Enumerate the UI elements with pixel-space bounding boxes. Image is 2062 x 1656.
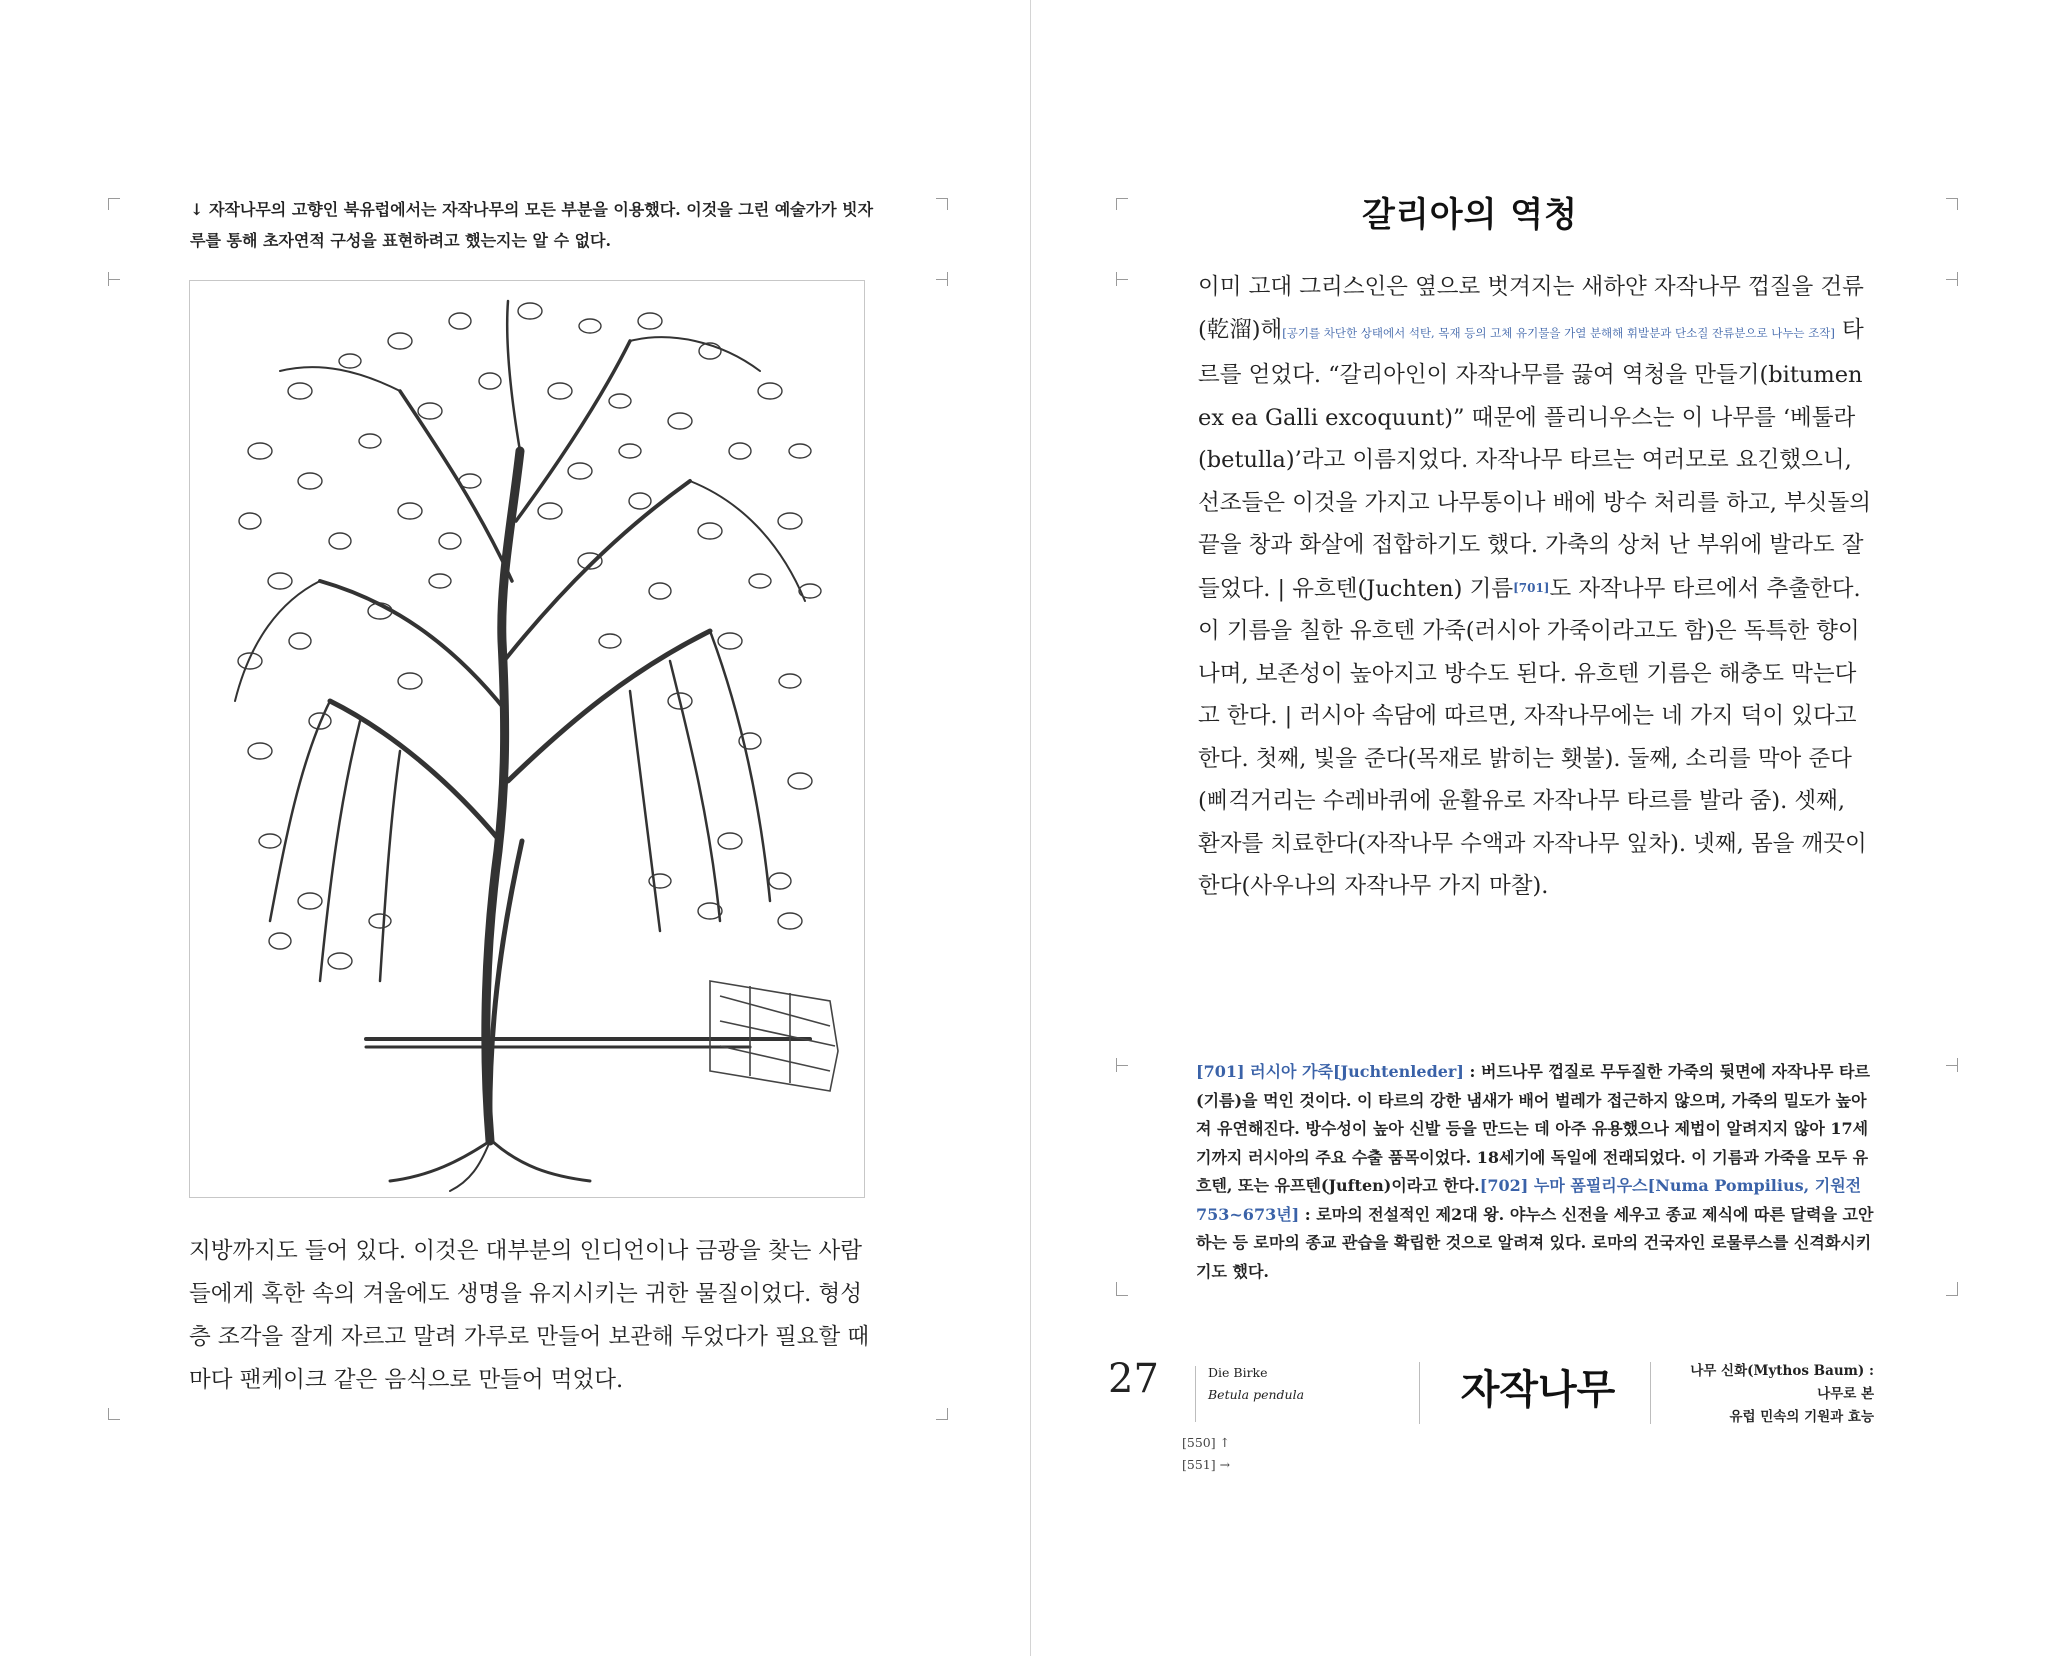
footnote-702-body: : 로마의 전설적인 제2대 왕. 야누스 신전을 세우고 종교 제식에 따른 달력을 고안하는 등 로마의 종교 관습을 확립한 것으로 알려져 있다. 로마의 건국자인 로물루스를 신격화시키기도 했다. [1196, 1204, 1874, 1281]
crossref-link-551[interactable]: [551] → [1182, 1457, 1231, 1472]
footer-divider [1195, 1366, 1196, 1422]
footer-divider [1650, 1362, 1651, 1424]
figure-caption: ↓ 자작나무의 고향인 북유럽에서는 자작나무의 모든 부분을 이용했다. 이것을 그린 예술가가 빗자루를 통해 초자연적 구성을 표현하려고 했는지는 알 수 없다. [190, 200, 874, 250]
latin-name: Betula pendula [1208, 1387, 1305, 1402]
crop-mark [936, 279, 948, 280]
series-line: 나무로 본 [1817, 1386, 1874, 1402]
body-paragraph-part: 이미 고대 그리스인은 옆으로 벗겨지는 새하얀 자작나무 껍질을 건류(乾溜)해 [1198, 274, 1864, 343]
crop-mark [1946, 198, 1958, 199]
body-paragraph-part: 타르를 얻었다. “갈리아인이 자작나무를 끓여 역청을 만들기(bitumen ex ea Galli excoquunt)” 때문에 플리니우스는 이 나무를 ‘베툴라(betulla)’라고 이름지었다. 자작나무 타르는 여러모로 요긴했으니, 선조들은 이것을 가지고 나무통이나 배에 방수 처리를 하고, 부싯돌의 끝을 창과 화살에 접합하기도 했다. 가축의 상처 난 부위에 발라도 잘 들었다. | 유흐텐(Juchten) 기름 [1198, 316, 1871, 602]
crop-mark [108, 198, 109, 210]
crossref-link-550[interactable]: [550] ↑ [1182, 1435, 1231, 1450]
footnote-ref-701[interactable]: [701] [1513, 580, 1550, 595]
book-series-title [1660, 1360, 1874, 1429]
crop-mark [1116, 1065, 1128, 1066]
crop-mark [108, 198, 120, 199]
crop-mark [1946, 1295, 1958, 1296]
footnote-702-head: [702] 누마 폼필리우스[Numa Pompilius, 기원전 753~673년] [1196, 1176, 1862, 1224]
birch-tree-engraving [190, 281, 866, 1199]
crop-mark [108, 1419, 120, 1420]
body-paragraph-part: 도 자작나무 타르에서 추출한다. 이 기름을 칠한 유흐텐 가죽(러시아 가죽이라고도 함)은 독특한 향이 나며, 보존성이 높아지고 방수도 된다. 유흐텐 기름은 해충도 막는다고 한다. | 러시아 속담에 따르면, 자작나무에는 네 가지 덕이 있다고 한다. 첫째, 빛을 준다(목재로 밝히는 횃불). 둘째, 소리를 막아 준다(삐걱거리는 수레바퀴에 윤활유로 자작나무 타르를 발라 줌). 셋째, 환자를 치료한다(자작나무 수액과 자작나무 잎차). 넷째, 몸을 깨끗이 한다(사우나의 자작나무 가지 마찰). [1198, 575, 1867, 899]
series-line: 나무 신화(Mythos Baum) : [1690, 1363, 1874, 1379]
section-title: 갈리아의 역청 [1362, 195, 1578, 235]
cross-references [1182, 1432, 1230, 1476]
crop-mark [1116, 198, 1128, 199]
main-body-text [1198, 266, 1873, 908]
left-page [0, 0, 1030, 1656]
crop-mark [1116, 279, 1128, 280]
crop-mark [1957, 1282, 1958, 1296]
scientific-name [1208, 1362, 1304, 1406]
german-name: Die Birke [1208, 1365, 1268, 1380]
crop-mark [936, 198, 948, 199]
footnote-701-head: [701] 러시아 가죽[Juchtenleder] [1196, 1062, 1464, 1081]
footer-divider [1419, 1362, 1420, 1424]
footnotes [1196, 1058, 1876, 1286]
left-body-text: 지방까지도 들어 있다. 이것은 대부분의 인디언이나 금광을 찾는 사람들에게 혹한 속의 겨울에도 생명을 유지시키는 귀한 물질이었다. 형성층 조각을 잘게 자르고 말려 가루로 만들어 보관해 두었다가 필요할 때마다 팬케이크 같은 음식으로 만들어 먹었다. [189, 1238, 870, 1393]
crop-mark [936, 1419, 948, 1420]
crop-mark [1946, 279, 1958, 280]
crop-mark [108, 279, 120, 280]
chapter-number: 27 [1108, 1356, 1159, 1402]
crop-mark [1957, 198, 1958, 210]
crop-mark [1116, 198, 1117, 210]
chapter-title: 자작나무 [1460, 1366, 1616, 1413]
series-line: 유럽 민속의 기원과 효능 [1729, 1409, 1874, 1425]
crop-mark [947, 198, 948, 210]
footnote-701-body: : 버드나무 껍질로 무두질한 가죽의 뒷면에 자작나무 타르(기름)을 먹인 것이다. 이 타르의 강한 냄새가 배어 벌레가 접근하지 않으며, 가죽의 밀도가 높아져 유연해진다. 방수성이 높아 신발 등을 만드는 데 아주 유용했으나 제법이 알려지지 않아 17세기까지 러시아의 주요 수출 품목이었다. 18세기에 독일에 전래되었다. 이 기름과 가죽을 모두 유흐텐, 또는 유프텐(Juften)이라고 한다. [1196, 1062, 1870, 1195]
inline-gloss: [공기를 차단한 상태에서 석탄, 목재 등의 고체 유기물을 가열 분해해 휘발분과 단소질 잔류분으로 나누는 조작] [1282, 325, 1835, 340]
crop-mark [1116, 1282, 1117, 1296]
crop-mark [1946, 1065, 1958, 1066]
crop-mark [1116, 1295, 1128, 1296]
birch-tree-illustration [189, 280, 865, 1198]
